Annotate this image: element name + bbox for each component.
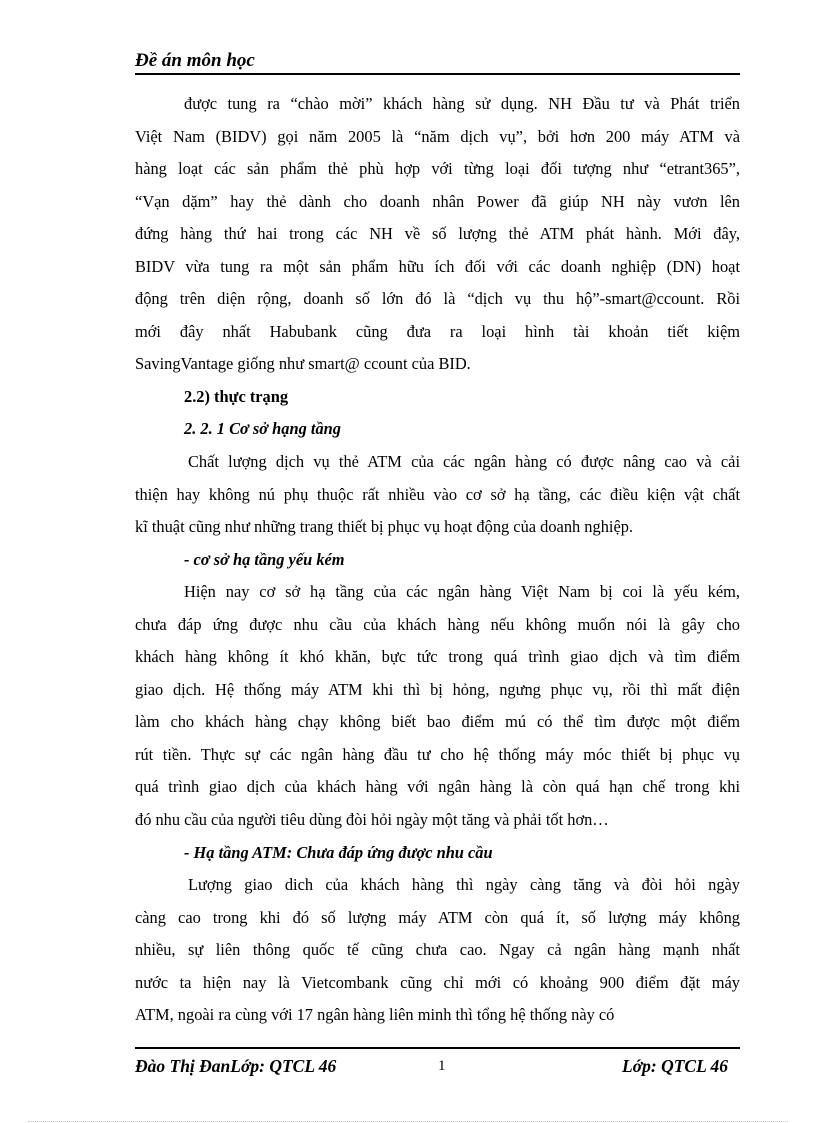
text-line: Việt Nam (BIDV) gọi năm 2005 là “năm dịch vụ”, bởi hơn 200 máy ATM và [135, 126, 740, 146]
text-line: “Vạn dặm” hay thẻ dành cho doanh nhân Power đã giúp NH này vươn lên [135, 191, 740, 211]
text-line: thiện hay không nú phụ thuộc rất nhiều vào cơ sở hạ tầng, các điều kiện vật chất [135, 484, 740, 504]
section-heading: 2.2) thực trạng [184, 386, 289, 406]
footer-rule [135, 1047, 740, 1049]
text-line: BIDV vừa tung ra một sản phẩm hữu ích đối với các doanh nghiệp (DN) hoạt [135, 256, 740, 276]
text-line: đó nhu cầu của người tiêu dùng đòi hỏi ngày một tăng và phải tốt hơn… [135, 810, 609, 830]
page-edge-divider [28, 1121, 788, 1122]
text-line: động trên diện rộng, doanh số lớn đó là “dịch vụ thu hộ”-smart@ccount. Rồi [135, 289, 740, 309]
document-body [135, 88, 740, 1032]
text-line: Chất lượng dịch vụ thẻ ATM của các ngân hàng có được nâng cao và cải [188, 452, 740, 472]
footer-author: Đào Thị ĐanLớp: QTCL 46 [135, 1056, 337, 1076]
subsection-heading: - Hạ tầng ATM: Chưa đáp ứng được nhu cầu [184, 842, 493, 862]
text-line: kĩ thuật cũng như những trang thiết bị phục vụ hoạt động của doanh nghiệp. [135, 517, 634, 537]
page-footer [135, 1054, 740, 1078]
text-line: đứng hàng thứ hai trong các NH về số lượng thẻ ATM phát hành. Mới đây, [135, 224, 740, 244]
text-line: khách hàng không ít khó khăn, bực tức trong quá trình giao dịch và tìm điểm [135, 647, 740, 667]
text-line: rút tiền. Thực sự các ngân hàng đầu tư cho hệ thống máy móc thiết bị phục vụ [135, 744, 740, 764]
subsection-heading: - cơ sở hạ tầng yếu kém [184, 549, 345, 569]
text-line: càng cao trong khi đó số lượng máy ATM còn quá ít, số lượng máy không [135, 907, 740, 927]
text-line: Lượng giao dich của khách hàng thì ngày càng tăng và đòi hỏi ngày [188, 875, 740, 895]
text-line: được tung ra “chào mời” khách hàng sử dụng. NH Đầu tư và Phát triển [184, 94, 740, 113]
text-line: hàng loạt các sản phẩm thẻ phù hợp với từng loại đối tượng như “etrant365”, [135, 159, 740, 179]
footer-class: Lớp: QTCL 46 [622, 1056, 728, 1076]
text-line: mới đây nhất Habubank cũng đưa ra loại hình tài khoản tiết kiệm [135, 321, 740, 341]
text-line: chưa đáp ứng được nhu cầu của khách hàng nếu không muốn nói là gây cho [135, 614, 740, 634]
page-header-title: Đề án môn học [135, 50, 255, 71]
text-line: nước ta hiện nay là Vietcombank cũng chỉ mới có khoảng 900 điểm đặt máy [135, 972, 740, 992]
subsection-heading: 2. 2. 1 Cơ sở hạng tầng [184, 419, 341, 439]
text-line: ATM, ngoài ra cùng với 17 ngân hàng liên minh thì tổng hệ thống này có [135, 1005, 615, 1025]
header-rule [135, 73, 740, 75]
text-line: Hiện nay cơ sở hạ tầng của các ngân hàng Việt Nam bị coi là yếu kém, [184, 582, 740, 602]
text-line: làm cho khách hàng chạy không biết bao điểm mú có thể tìm được một điểm [135, 712, 740, 732]
text-line: nhiều, sự liên thông quốc tế cũng chưa cao. Ngay cả ngân hàng mạnh nhất [135, 940, 740, 960]
text-line: quá trình giao dịch của khách hàng với ngân hàng là còn quá hạn chế trong khi [135, 777, 740, 797]
page-number: 1 [438, 1058, 446, 1074]
text-line: SavingVantage giống như smart@ ccount của BID. [135, 354, 471, 374]
text-line: giao dịch. Hệ thống máy ATM khi thì bị hỏng, ngưng phục vụ, rồi thì mất điện [135, 679, 740, 699]
